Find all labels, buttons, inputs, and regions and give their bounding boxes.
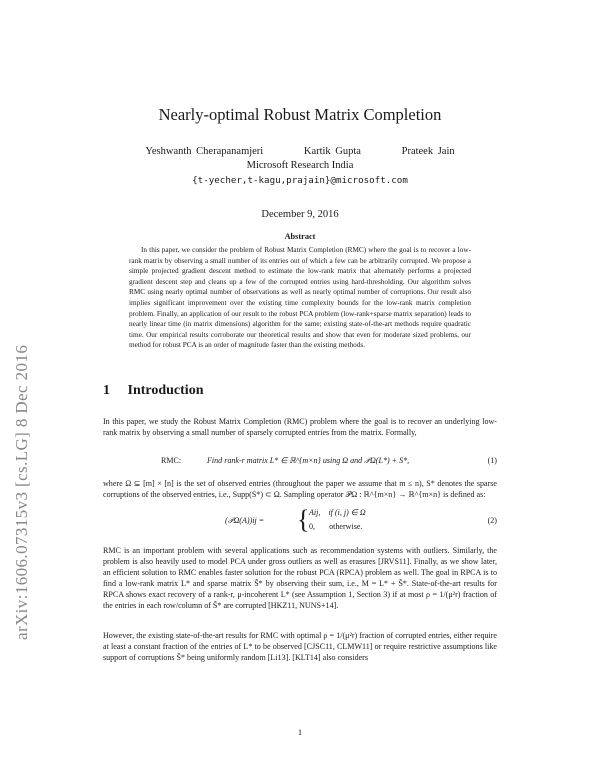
equation-case: Aij, if (i, j) ∈ Ω [309, 508, 366, 517]
arxiv-identifier: arXiv:1606.07315v3 [cs.LG] 8 Dec 2016 [12, 344, 31, 640]
paper-date: December 9, 2016 [261, 209, 339, 220]
equation-case: 0, otherwise. [309, 522, 363, 531]
definition-paragraph: where Ω ⊆ [m] × [n] is the set of observed entries (throughout the paper we assume that m ≤ n), S* denotes the sparse corruptions of the observed entries, i.e., Supp(S*) ⊂ Ω. Sampling operator 𝒫Ω : ℝ^{m×n} → ℝ^{m×n} is defined as: [103, 479, 497, 500]
author-name: Prateek Jain [401, 146, 455, 157]
abstract-text: In this paper, we consider the problem of Robust Matrix Completion (RMC) where the goal is to recover a low-rank matrix by observing a small number of its entries out of which a few can be arbitrarily corrupted. We propose a simple projected gradient descent method to estimate the low-rank matrix that alternately performs a projected gradient descent step and cleans up a few of the corrupted entries using hard-thresholding. Our algorithm solves RMC using nearly optimal number of observations as well as nearly optimal number of corruptions. Our result also implies significant improvement over the existing time complexity bounds for the low-rank matrix completion problem. Finally, an application of our result to the robust PCA problem (low-rank+sparse matrix separation) leads to nearly linear time (in matrix dimensions) algorithm for the same; existing state-of-the-art methods require quadratic time. Our empirical results corroborate our theoretical results and show that even for moderate sized problems, our method for robust PCA is an order of magnitude faster than the existing methods. [129, 246, 471, 350]
affiliation: Microsoft Research India [246, 160, 354, 171]
section-title: Introduction [127, 383, 204, 398]
abstract-heading: Abstract [284, 232, 316, 241]
section-heading [103, 383, 203, 399]
author-list [0, 146, 600, 157]
brace-icon: { [297, 505, 310, 534]
paper-title: Nearly-optimal Robust Matrix Completion [158, 105, 442, 124]
author-name: Kartik Gupta [303, 146, 361, 157]
author-name: Yeshwanth Cherapanamjeri [145, 146, 264, 157]
body-paragraph: RMC is an important problem with several applications such as recommendation systems with outliers. Similarly, the problem is also heavily used to model PCA under gross outliers as well as erasures [JRVS11]. Finally, as we show later, an efficient solution to RMC enables faster solution for the robust PCA (RPCA) problem as well. The goal in RPCA is to find a low-rank matrix L* and sparse matrix S̃* by observing their sum, i.e., M = L* + S̃*. State-of-the-art results for RPCA shows exact recovery of a rank-r, μ-incoherent L* (see Assumption 1, Section 3) if at most ρ = 1/(μ²r) fraction of the entries in each row/column of S̃* are corrupted [HKZ11, NUNS+14]. [103, 546, 497, 611]
body-paragraph: However, the existing state-of-the-art results for RMC with optimal ρ = 1/(μ²r) fraction of corrupted entries, either require at least a constant fraction of the entries of L* to be observed [CJSC11, CLMW11] or require restrictive assumptions like support of corruptions S̃* being uniformly random [Li13]. [KLT14] also considers [103, 631, 497, 663]
equation-number: (1) [487, 456, 497, 465]
page-number: 1 [297, 727, 303, 737]
email-address[interactable]: {t-yecher,t-kagu,prajain}@microsoft.com [192, 175, 408, 186]
equation-lhs: (𝒫Ω(A))ij = [225, 516, 265, 525]
equation-number: (2) [487, 516, 497, 525]
equation-2 [103, 505, 497, 538]
equation-label: RMC: [161, 456, 182, 465]
equation-body: Find rank-r matrix L* ∈ ℝ^{m×n} using Ω and 𝒫Ω(L*) + S*, [207, 456, 410, 465]
intro-paragraph: In this paper, we study the Robust Matrix Completion (RMC) problem where the goal is to recover an underlying low-rank matrix by observing a small number of sparsely corrupted entries from the matrix. Formally, [103, 417, 497, 438]
section-number: 1 [103, 383, 110, 398]
